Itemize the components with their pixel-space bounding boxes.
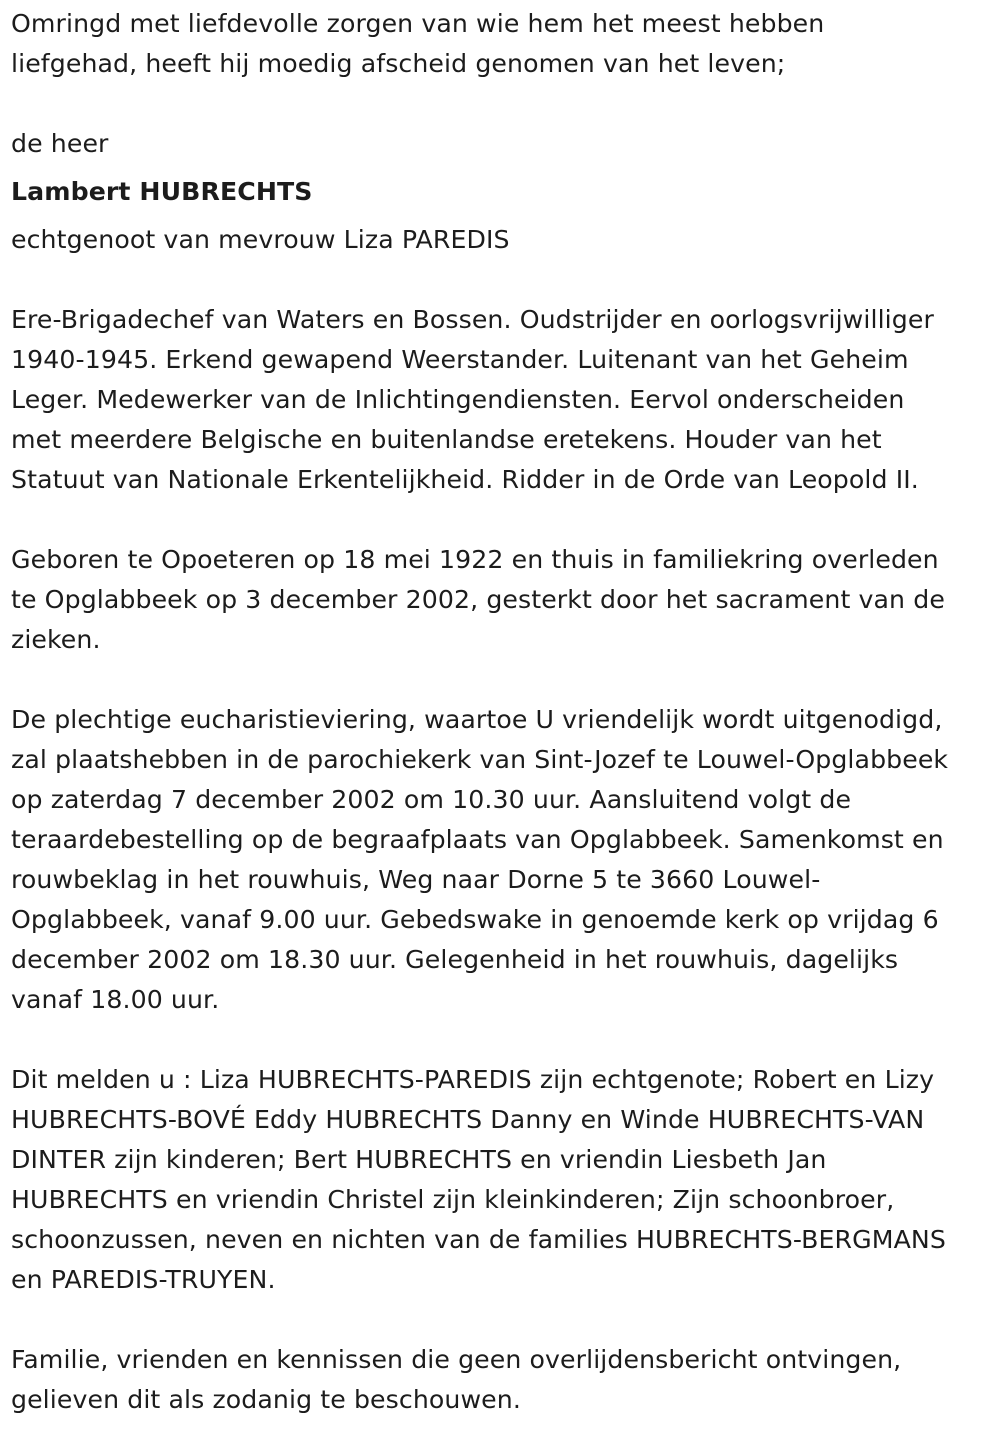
deceased-name: Lambert HUBRECHTS	[11, 177, 313, 206]
salutation: de heer	[11, 129, 109, 158]
titles-paragraph: Ere-Brigadechef van Waters en Bossen. Oudstrijder en oorlogsvrijwilliger 1940-1945. Erkend gewapend Weerstander. Luitenant van het Geheim Leger. Medewerker van de Inlichtingendiensten. Eervol onderscheiden met meerdere Belgische en buitenlandse eretekens. Houder van het Statuut van Nationale Erkentelijkheid. Ridder in de Orde van Leopold II.	[11, 305, 934, 494]
ceremony-paragraph: De plechtige eucharistieviering, waartoe U vriendelijk wordt uitgenodigd, zal plaatshebben in de parochiekerk van Sint-Jozef te Louwel-Opglabbeek op zaterdag 7 december 2002 om 10.30 uur. Aansluitend volgt de teraardebestelling op de begraafplaats van Opglabbeek. Samenkomst en rouwbeklag in het rouwhuis, Weg naar Dorne 5 te 3660 Louwel- Opglabbeek, vanaf 9.00 uur. Gebedswake in genoemde kerk op vrijdag 6 december 2002 om 18.30 uur. Gelegenheid in het rouwhuis, dagelijks vanaf 18.00 uur.	[11, 705, 949, 1014]
family-paragraph: Dit melden u : Liza HUBRECHTS-PAREDIS zijn echtgenote; Robert en Lizy HUBRECHTS-BOVÉ Eddy HUBRECHTS Danny en Winde HUBRECHTS-VAN DINTER zijn kinderen; Bert HUBRECHTS en vriendin Liesbeth Jan HUBRECHTS en vriendin Christel zijn kleinkinderen; Zijn schoonbroer, schoonzussen, neven en nichten van de families HUBRECHTS-BERGMANS en PAREDIS-TRUYEN.	[11, 1065, 946, 1294]
intro-paragraph: Omringd met liefdevolle zorgen van wie hem het meest hebben liefgehad, heeft hij moedig afscheid genomen van het leven;	[11, 9, 825, 78]
spouse-line: echtgenoot van mevrouw Liza PAREDIS	[11, 225, 510, 254]
birth-death-paragraph: Geboren te Opoeteren op 18 mei 1922 en thuis in familiekring overleden te Opglabbeek op 3 december 2002, gesterkt door het sacrament van de zieken.	[11, 545, 945, 654]
closing-paragraph: Familie, vrienden en kennissen die geen overlijdensbericht ontvingen, gelieven dit als zodanig te beschouwen.	[11, 1345, 902, 1414]
